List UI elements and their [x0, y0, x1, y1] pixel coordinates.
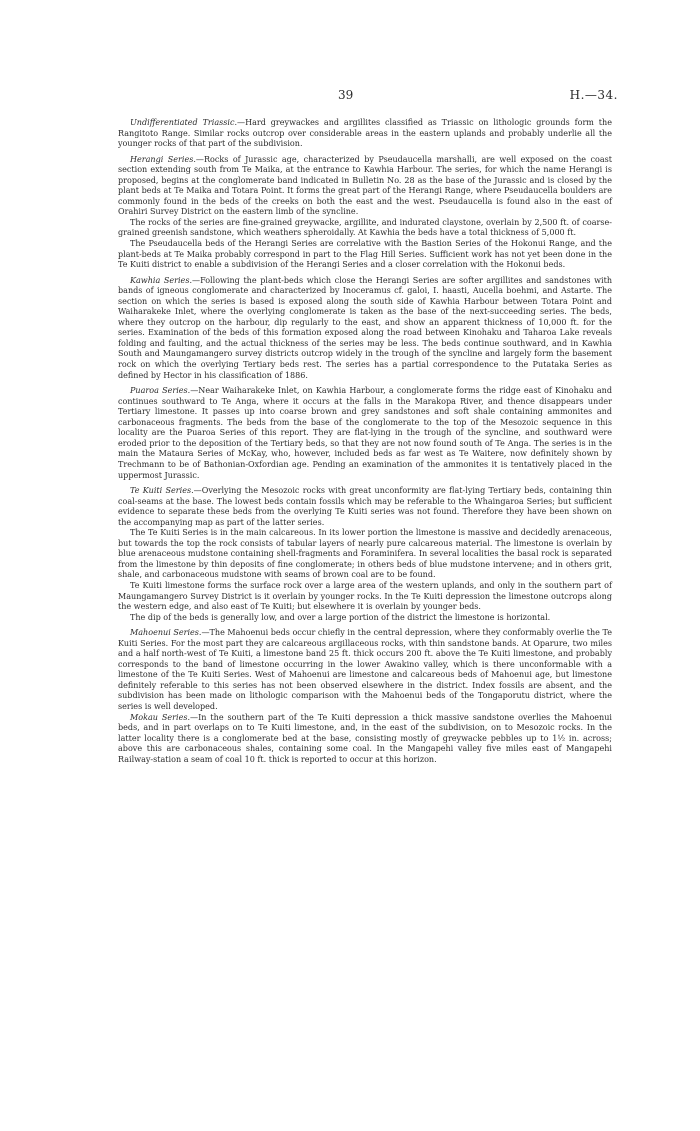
- paragraph-text: The Te Kuiti Series is in the main calcareous. In its lower portion the limestone is massive and decidedly arenaceous, but towards the top the rock consists of tabular layers of nearly pure calcareous material. The limestone is overlain by blue arenaceous mudstone containing shell-fragments and Foraminifera. In several localities the basal rock is separated from the limestone by thin deposits of fine conglomerate; in others beds of blue mudstone intervene; and in others grit, shale, and carbonaceous mudstone with seams of brown coal are to be found.: [118, 528, 612, 580]
- paragraph-te-kuiti-calcareous: [118, 528, 612, 581]
- paragraph-text: The rocks of the series are fine-grained greywacke, argillite, and indurated claystone, overlain by 2,500 ft. of coarse-grained greenish sandstone, which weathers spheroidally. At Kawhia the beds have a total thickness of 5,000 ft.: [118, 217, 612, 238]
- paragraph-herangi-rocks: [118, 218, 612, 239]
- section-title: Te Kuiti Series.: [130, 486, 194, 496]
- paragraph-undifferentiated-triassic: [118, 118, 612, 150]
- paragraph-herangi-series: [118, 155, 612, 218]
- paragraph-text: Te Kuiti limestone forms the surface rock over a large area of the western uplands, and only in the southern part of Maungamangero Survey District is it overlain by younger rocks. In the Te Kuiti depression the limestone outcrops along the western edge, and also east of Te Kuiti; but elsewhere it is overlain by younger beds.: [118, 580, 612, 612]
- paragraph-text: The dip of the beds is generally low, and over a large portion of the district the limestone is horizontal.: [130, 612, 551, 622]
- section-title: Kawhia Series.: [130, 275, 193, 285]
- paragraph-text: —In the southern part of the Te Kuiti depression a thick massive sandstone overlies the Mahoenui beds, and in part overlaps on to Te Kuiti limestone, and, in the east of the subdivision, on to Mesozoic rocks. In the latter locality there is a conglomerate bed at the base, consisting mostly of greywacke pebbles up to 1½ in. across; above this are carbonaceous shales, containing some coal. In the Mangapehi valley five miles east of Mangapehi Railway-station a seam of coal 10 ft. thick is reported to occur at this horizon.: [118, 712, 612, 764]
- paragraph-text: The Pseudaucella beds of the Herangi Series are correlative with the Bastion Series of the Hokonui Range, and the plant-beds at Te Maika probably correspond in part to the Flag Hill Series. Sufficient work has not yet been done in the Te Kuiti district to enable a subdivision of the Herangi Series and a closer correlation with the Hokonui beds.: [118, 239, 612, 270]
- page-number: 39: [338, 88, 354, 102]
- paragraph-herangi-correlation: [118, 239, 612, 271]
- section-title: Mahoenui Series.: [130, 628, 202, 638]
- paragraph-mokau-series: [118, 713, 612, 766]
- paragraph-text: —The Mahoenui beds occur chiefly in the central depression, where they conformably overlie the Te Kuiti Series. For the most part they are calcareous argillaceous rocks, with thin sandstone bands. At Oparure, two miles and a half north-west of Te Kuiti, a limestone band 25 ft. thick occurs 200 ft. above the Te Kuiti limestone, and probably corresponds to the band of limestone occurring in the lower Awakino valley, which is there unconformable with a limestone of the Te Kuiti Series. West of Mahoenui are limestone and calcareous beds of Mahoenui age, but limestone definitely referable to this series has not been observed elsewhere in the district. Index fossils are absent, and the subdivision has been made on lithologic comparison with the Mahoenui beds of the Tongaporutu district, where the series is well developed.: [118, 628, 613, 711]
- paragraph-text: —Overlying the Mesozoic rocks with great unconformity are flat-lying Tertiary beds, containing thin coal-seams at the base. The lowest beds contain fossils which may be referable to the Whaingaroa Series; but sufficient evidence to separate these beds from the overlying Te Kuiti series was not found. Therefore they have been shown on the accompanying map as part of the latter series.: [118, 486, 612, 527]
- paragraph-kawhia-series: [118, 276, 612, 381]
- paragraph-text: —Following the plant-beds which close the Herangi Series are softer argillites and sandstones with bands of igneous conglomerate and characterized by Inoceramus cf. galoi, I. haasti, Aucella boehmi, and Astarte. The section on which the series is based is exposed along the south side of Kawhia Harbour between Totara Point and Waiharakeke Inlet, where the overlying conglomerate is taken as the base of the next-succeeding series. The beds, where they outcrop on the harbour, dip regularly to the east, and show an apparent thickness of 10,000 ft. for the series. Examination of the beds of this formation exposed along the road between Kinohaku and Taharoa Lake reveals folding and faulting, and the actual thickness of the series may be less. The beds continue southward, and in Kawhia South and Maungamangero survey districts outcrop widely in the trough of the syncline and largely form the basement rock on which the overlying Tertiary beds rest. The series has a partial correspondence to the Putataka Series as defined by Hector in his classification of 1886.: [118, 275, 612, 380]
- paragraph-te-kuiti-limestone: [118, 581, 612, 613]
- paragraph-puaroa-series: [118, 386, 612, 481]
- document-reference: H.—34.: [569, 88, 618, 102]
- paragraph-text: —Hard greywackes and argillites classified as Triassic on lithologic grounds form the Rangitoto Range. Similar rocks outcrop over considerable areas in the eastern uplands and probably underlie all the younger rocks of that part of the subdivision.: [118, 118, 612, 149]
- paragraph-te-kuiti-series: [118, 486, 612, 528]
- paragraph-te-kuiti-dip: [118, 613, 612, 624]
- paragraph-text: —Near Waiharakeke Inlet, on Kawhia Harbour, a conglomerate forms the ridge east of Kinohaku and continues southward to Te Anga, where it occurs at the falls in the Marakopa River, and thence disappears under Tertiary limestone. It passes up into coarse brown and grey sandstones and soft shale containing ammonites and carbonaceous fragments. The beds from the base of the conglomerate to the top of the Mesozoic sequence in this locality are the Puaroa Series of this report. They are flat-lying in the trough of the syncline, and southward were eroded prior to the deposition of the Tertiary beds, so that they are not now found south of Te Anga. The series is in the main the Mataura Series of McKay, who, however, included beds as far west as Te Waitere, now definitely shown by Trechmann to be of Bathonian-Oxfordian age. Pending an examination of the ammonites it is tentatively placed in the uppermost Jurassic.: [118, 386, 613, 480]
- section-title: Herangi Series.: [130, 154, 196, 164]
- section-title: Puaroa Series.: [130, 386, 191, 396]
- document-page: [118, 88, 618, 765]
- section-title: Undifferentiated Triassic.: [130, 118, 238, 127]
- section-title: Mokau Series.: [130, 712, 191, 722]
- page-header: [118, 88, 618, 118]
- paragraph-mahoenui-series: [118, 628, 612, 712]
- paragraph-text: —Rocks of Jurassic age, characterized by Pseudaucella marshalli, are well exposed on the coast section extending south from Te Maika, at the entrance to Kawhia Harbour. The series, for which the name Herangi is proposed, begins at the conglomerate band indicated in Bulletin No. 28 as the base of the Jurassic and is closed by the plant beds at Te Maika and Totara Point. It forms the great part of the Herangi Range, where Pseudaucella boulders are commonly found in the beds of the creeks on both the east and the west. Pseudaucella is found also in the east of Orahiri Survey District on the eastern limb of the syncline.: [118, 154, 612, 217]
